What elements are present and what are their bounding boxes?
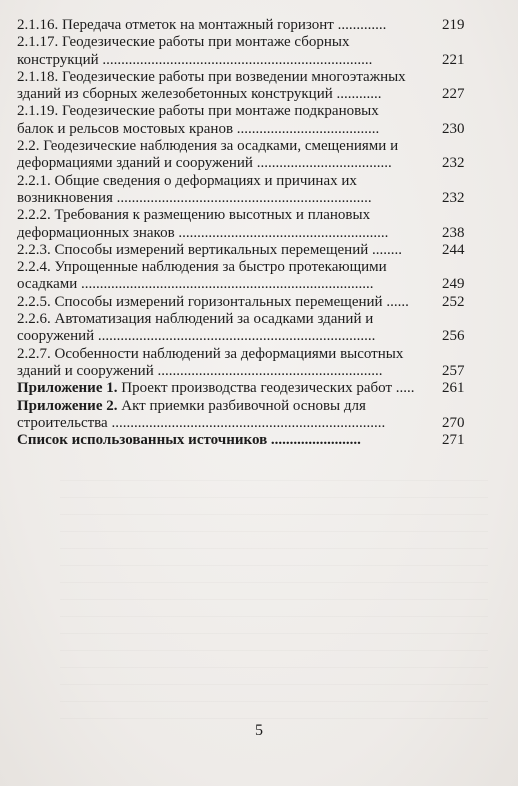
toc-page-number: 270 (442, 414, 465, 431)
toc-entry-text: 2.1.16. Передача отметок на монтажный горизонт ............. (17, 17, 387, 33)
toc-entry-line (17, 52, 467, 69)
toc-page-number: 238 (442, 224, 465, 241)
toc-entry-text: возникновения .................................................................... (17, 189, 372, 206)
toc-entry-line (17, 328, 467, 345)
toc-entry-text: деформационных знаков ........................................................ (17, 224, 389, 241)
toc-entry-text: зданий из сборных железобетонных конструкций ............ (17, 86, 382, 103)
toc-entry-line (17, 311, 467, 328)
toc-entry (17, 34, 467, 69)
toc-entry-text: 2.2.3. Способы измерений вертикальных перемещений ........ (17, 241, 403, 258)
table-of-contents (17, 17, 467, 449)
toc-entry (17, 173, 467, 208)
toc-page-number: 261 (442, 380, 465, 397)
toc-entry-line (17, 69, 467, 86)
toc-page-number: 232 (442, 155, 465, 172)
toc-entry-line (17, 276, 467, 293)
toc-entry (17, 294, 467, 311)
toc-page-number: 221 (442, 51, 465, 68)
toc-page-number: 252 (442, 293, 465, 310)
toc-entry-line (17, 86, 467, 103)
toc-entry-text: 2.2.4. Упрощенные наблюдения за быстро протекающими (17, 259, 387, 276)
toc-entry-text: Список использованных источников ........................ (17, 432, 361, 449)
toc-page-number: 219 (442, 17, 465, 33)
toc-entry-text: 2.1.18. Геодезические работы при возведении многоэтажных (17, 68, 406, 85)
toc-entry (17, 311, 467, 346)
toc-entry-text: 2.2.1. Общие сведения о деформациях и причинах их (17, 172, 357, 189)
toc-entry (17, 138, 467, 173)
toc-entry-text: 2.2.7. Особенности наблюдений за деформациями высотных (17, 345, 404, 362)
toc-entry-text: 2.2.5. Способы измерений горизонтальных перемещений ...... (17, 293, 409, 310)
toc-entry-line (17, 190, 467, 207)
toc-entry-line (17, 346, 467, 363)
show-through-text (60, 480, 488, 720)
appendix-label: Приложение 2. (17, 397, 118, 414)
page-number: 5 (255, 722, 263, 739)
toc-entry-line (17, 173, 467, 190)
toc-entry-line (17, 415, 467, 432)
toc-entry-text: Акт приемки разбивочной основы для (117, 397, 366, 414)
toc-entry-line (17, 432, 467, 449)
toc-entry-line (17, 207, 467, 224)
toc-entry-line (17, 259, 467, 276)
toc-page-number: 230 (442, 120, 465, 137)
toc-page-number: 244 (442, 241, 465, 258)
toc-entry (17, 346, 467, 381)
toc-entry-line (17, 17, 467, 34)
toc-entry-line (17, 242, 467, 259)
toc-entry-text: осадками .............................................................................. (17, 276, 374, 293)
toc-entry (17, 398, 467, 433)
toc-entry-text: 2.2.6. Автоматизация наблюдений за осадками зданий и (17, 311, 374, 328)
toc-page-number: 227 (442, 86, 465, 103)
toc-entry (17, 242, 467, 259)
toc-entry (17, 17, 467, 34)
toc-entry-line (17, 155, 467, 172)
toc-entry-line (17, 121, 467, 138)
toc-page-number: 232 (442, 189, 465, 206)
toc-entry-text: конструкций ........................................................................ (17, 51, 373, 68)
toc-entry-line (17, 398, 467, 415)
toc-entry (17, 432, 467, 449)
toc-page-number: 271 (442, 432, 465, 449)
toc-entry-text: сооружений .......................................................................... (17, 328, 376, 345)
toc-entry-text: строительства ......................................................................... (17, 414, 386, 431)
toc-entry-text: 2.1.17. Геодезические работы при монтаже сборных (17, 34, 350, 51)
toc-entry (17, 69, 467, 104)
appendix-label: Приложение 1. (17, 380, 118, 397)
toc-entry-line (17, 363, 467, 380)
toc-entry-text: Проект производства геодезических работ ..... (117, 380, 415, 397)
toc-entry-line (17, 103, 467, 120)
toc-entry-line (17, 34, 467, 51)
toc-entry (17, 103, 467, 138)
toc-page-number: 256 (442, 328, 465, 345)
toc-entry-text: деформациями зданий и сооружений .................................... (17, 155, 392, 172)
toc-entry-line (17, 294, 467, 311)
toc-page-number: 257 (442, 362, 465, 379)
toc-entry-line (17, 225, 467, 242)
toc-page-number: 249 (442, 276, 465, 293)
toc-entry (17, 259, 467, 294)
toc-entry (17, 207, 467, 242)
toc-entry-line (17, 380, 467, 397)
toc-entry-text: 2.2. Геодезические наблюдения за осадками, смещениями и (17, 138, 399, 155)
toc-entry (17, 380, 467, 397)
toc-entry-text: балок и рельсов мостовых кранов ...................................... (17, 120, 380, 137)
toc-entry-text: 2.2.2. Требования к размещению высотных и плановых (17, 207, 371, 224)
toc-entry-text: зданий и сооружений ............................................................ (17, 362, 383, 379)
toc-entry-line (17, 138, 467, 155)
toc-entry-text: 2.1.19. Геодезические работы при монтаже подкрановых (17, 103, 379, 120)
